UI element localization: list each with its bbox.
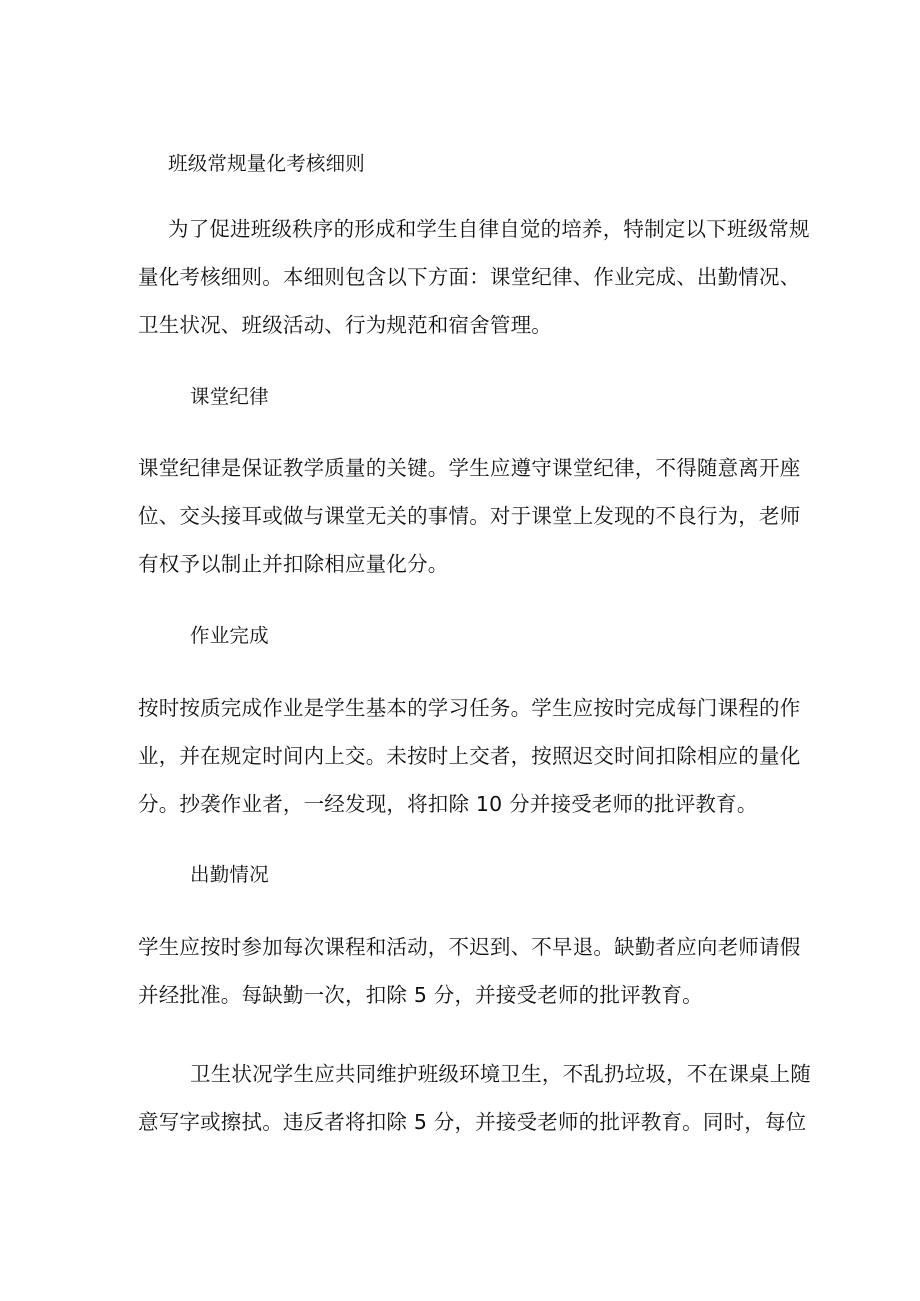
intro-line-3: 卫生状况、班级活动、行为规范和宿舍管理。 (138, 313, 552, 337)
document-title: 班级常规量化考核细则 (168, 152, 366, 175)
section-heading-homework: 作业完成 (190, 624, 269, 647)
homework-line-2: 业，并在规定时间内上交。未按时上交者，按照迟交时间扣除相应的量化 (138, 744, 801, 768)
hygiene-line-2: 意写字或擦拭。违反者将扣除 5 分，并接受老师的批评教育。同时，每位 (138, 1110, 807, 1134)
section-heading-classroom: 课堂纪律 (190, 385, 269, 408)
homework-line-1: 按时按质完成作业是学生基本的学习任务。学生应按时完成每门课程的作 (138, 696, 801, 720)
classroom-line-2: 位、交头接耳或做与课堂无关的事情。对于课堂上发现的不良行为，老师 (138, 504, 801, 528)
classroom-line-3: 有权予以制止并扣除相应量化分。 (138, 552, 449, 576)
intro-line-2: 量化考核细则。本细则包含以下方面：课堂纪律、作业完成、出勤情况、 (138, 265, 801, 289)
intro-line-1: 为了促进班级秩序的形成和学生自律自觉的培养，特制定以下班级常规 (168, 217, 810, 241)
hygiene-line-1: 卫生状况学生应共同维护班级环境卫生，不乱扔垃圾，不在课桌上随 (190, 1062, 811, 1086)
classroom-line-1: 课堂纪律是保证教学质量的关键。学生应遵守课堂纪律，不得随意离开座 (138, 456, 801, 480)
section-heading-attendance: 出勤情况 (190, 863, 269, 886)
homework-line-3: 分。抄袭作业者，一经发现，将扣除 10 分并接受老师的批评教育。 (138, 792, 758, 816)
attendance-line-1: 学生应按时参加每次课程和活动，不迟到、不早退。缺勤者应向老师请假 (138, 935, 801, 959)
attendance-line-2: 并经批准。每缺勤一次，扣除 5 分，并接受老师的批评教育。 (138, 983, 703, 1007)
